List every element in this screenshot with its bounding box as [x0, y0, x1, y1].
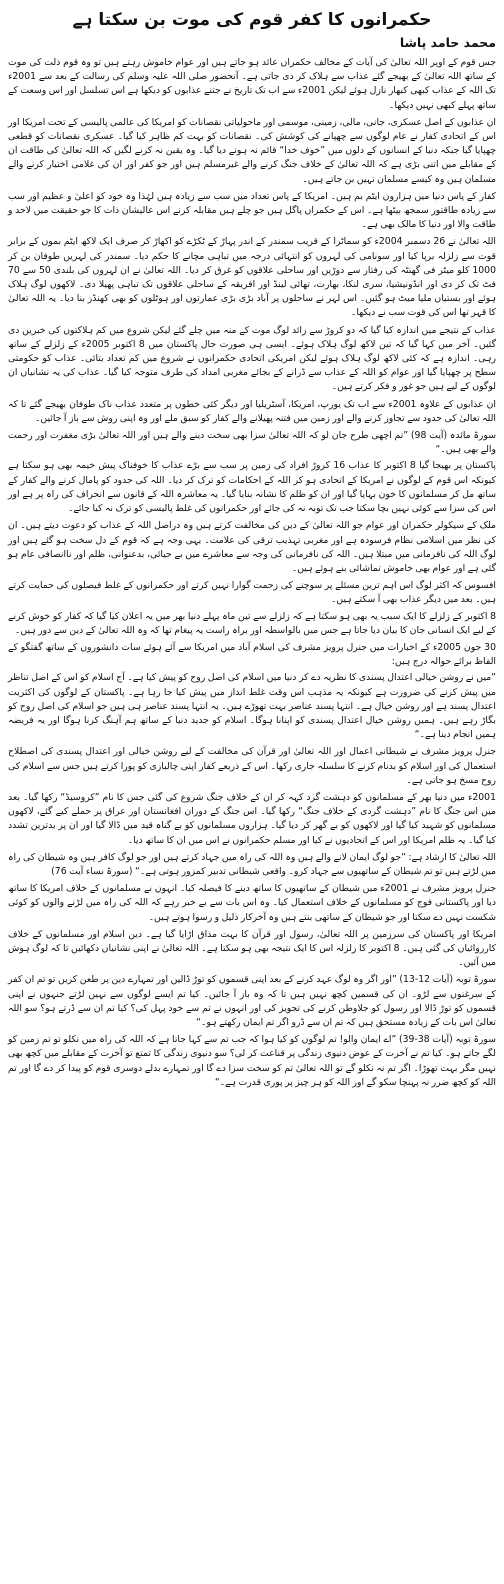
quran-quote: اللہ تعالیٰ کا ارشاد ہے: ”جو لوگ ایمان لانے والے ہیں وہ اللہ کی راہ میں جہاد کرتے ہیں اور جو لوگ کافر ہیں وہ شیطان کی راہ میں لڑتے ہیں تو تم شیطان کے ساتھیوں سے جہاد کرو۔ واقعی شیطانی تدبیر کمزور ہوتی ہے۔“ (سورۃ نساء آیت 76) — [8, 851, 496, 877]
article-body — [8, 56, 496, 1090]
article-paragraph: جنرل پرویز مشرف نے 2001ء میں شیطان کے ساتھیوں کا ساتھ دینے کا فیصلہ کیا۔ انہوں نے مسلمانوں کے خلاف امریکا کا ساتھ دیا اور پاکستانی فوج کو مسلمانوں کے خلاف استعمال کیا۔ وہ اس بات سے بے خبر رہے کہ اللہ کی راہ میں لڑنے والوں کو کوئی شکست نہیں دے سکتا اور جو شیطان کے ساتھی بنتے ہیں وہ آخرکار ذلیل و رسوا ہوتے ہیں۔ — [8, 883, 496, 923]
statement-quote: ”میں نے روشن خیالی اعتدال پسندی کا نظریہ دے کر دنیا میں اسلام کی اصل روح کو پیش کیا ہے۔ آج اسلام کو اس کے اصل تناظر میں پیش کرنے کی ضرورت ہے کیونکہ یہ مذہب اس وقت غلط انداز میں پیش کیا جا رہا ہے۔ پاکستان کے لوگوں کی اکثریت اعتدال پسند ہے اور روشن خیال ہے۔ انتہا پسند عناصر بہت تھوڑے ہیں۔ یہ انتہا پسند عناصر ہی ہیں جو اسلام کی اصل روح کو بگاڑ رہے ہیں۔ ہمیں روشن خیال اعتدال پسندی کو اپنانا ہوگا۔ اسلام کو جدید دنیا کے ساتھ ہم آہنگ کرنا ہوگا اور یہ فریضہ ہمیں انجام دینا ہے۔“ — [8, 672, 496, 741]
article-paragraph: 30 جون 2005ء کے اخبارات میں جنرل پرویز مشرف کی اسلام آباد میں امریکا سے آئے ہوئے سات دانشوروں کے ساتھ گفتگو کے الفاظ برائے حوالہ درج ہیں: — [8, 641, 496, 668]
article-paragraph: افسوس کہ اکثر لوگ اس اہم ترین مسئلے پر سوچنے کی زحمت گوارا نہیں کرتے اور حکمرانوں کے غلط فیصلوں کی حمایت کرتے ہیں۔ بعد میں دیگر عذاب بھی آ سکتے ہیں۔ — [8, 580, 496, 606]
article-paragraph: امریکا اور پاکستان کی سرزمین پر اللہ تعالیٰ، رسول اور قرآن کا بہت مذاق اڑایا گیا ہے۔ دین اسلام اور مسلمانوں کے خلاف کارروائیاں کی گئی ہیں۔ 8 اکتوبر کا زلزلہ اس کا ایک نتیجہ بھی ہو سکتا ہے۔ اللہ تعالیٰ نے اپنی نشانیاں دکھائیں تا کہ لوگ ہوش میں آئیں۔ — [8, 928, 496, 969]
article-paragraph: ملک کے سیکولر حکمران اور عوام جو اللہ تعالیٰ کے دین کی مخالفت کرتے ہیں وہ دراصل اللہ کے عذاب کو دعوت دیتے ہیں۔ ان کی نظر میں اسلامی نظام فرسودہ ہے اور مغربی تہذیب ترقی کی علامت۔ یہی وجہ ہے کہ قوم کے دل سخت ہو گئے ہیں اور لوگ اللہ کی نافرمانی میں مبتلا ہیں۔ اللہ کی نافرمانی کی وجہ سے معاشرے میں بے حیائی، بدعنوانی، ظلم اور ناانصافی عام ہو گئی ہے اور عوام بھی خاموش تماشائی بنے ہوئے ہیں۔ — [8, 520, 496, 574]
article-paragraph: ان عذابوں کے اصل عسکری، جانی، مالی، زمینی، موسمی اور ماحولیاتی نقصانات کو امریکا کی عالمی پالیسی کے تحت امریکا اور اس کے اتحادی کفار نے عام لوگوں سے چھپانے کی کوشش کی۔ نقصانات کو بہت کم ظاہر کیا گیا۔ عسکری نقصانات کو قطعی چھپایا گیا جبکہ دنیا کے انسانوں کے دلوں میں ”خوف خدا“ قائم نہ ہونے دیا گیا۔ وہ یقین نہ کرنے لگیں کہ اللہ تعالیٰ کی طاقت ان کے مقابلے میں اتنی بڑی ہے کہ اللہ تعالیٰ کے خلاف جنگ کرنے والے غیرمسلم ہیں اور جو کفر اور ان کی غلامی اختیار کرنے والے مسلمان ہیں وہ کیسے مسلمان نہیں بن جاتے ہیں۔ — [8, 116, 496, 185]
article-headline: حکمرانوں کا کفر قوم کی موت بن سکتا ہے — [72, 10, 432, 30]
article-byline: محمد حامد پاشا — [399, 35, 496, 50]
article-paragraph: جس قوم کے اوپر اللہ تعالیٰ کی آیات کے مخالف حکمراں عائد ہو جاتے ہیں اور عوام خاموش رہتے ہیں تو وہ قوم ذلت کی موت کے ساتھ اللہ تعالیٰ کے بھیجے گئے عذاب سے ہلاک کر دی جاتی ہے۔ آنحضور صلی اللہ علیہ وسلم کی رسالت کے بعد سے 2001ء تک اللہ کے عذاب کبھی کبھار نازل ہوئے لیکن 2001ء سے اب تک تاریخ نے جتنے عذابوں کو دیکھا ہے اس تسلسل اور اس وسعت کے ساتھ پہلے کبھی نہیں دیکھا۔ — [8, 57, 496, 111]
quran-quote: سورۃ توبہ (آیات 12-13) ”اور اگر وہ لوگ عہد کرنے کے بعد اپنی قسموں کو توڑ ڈالیں اور تمہارے دین پر طعن کریں تو تم ان کفر کے سرغنوں سے لڑو۔ ان کی قسمیں کچھ نہیں ہیں تا کہ وہ باز آ جائیں۔ کیا تم ایسے لوگوں سے نہیں لڑتے جنہوں نے اپنی قسموں کو توڑ ڈالا اور رسول کو جلاوطن کرنے کی تجویز کی اور انہوں نے تم سے خود پہل کی؟ کیا تم ان سے ڈرتے ہو؟ سو اللہ تعالیٰ اس بات کے زیادہ مستحق ہیں کہ تم ان سے ڈرو اگر تم ایمان رکھتے ہو۔“ — [8, 974, 496, 1028]
article-paragraph: اللہ تعالیٰ نے 26 دسمبر 2004ء کو سماٹرا کے قریب سمندر کے اندر پہاڑ کے ٹکڑے کو اکھاڑ کر صرف ایک لاکھ ایٹم بموں کے برابر قوت سے زلزلہ برپا کیا اور سونامی کی لہروں کو انتہائی درجہ میں تباہی مچانے کا حکم دیا۔ سمندر کی لہریں طوفان بن کر 1000 کلو میٹر فی گھنٹہ کی رفتار سے دوڑیں اور ساحلی علاقوں کو غرق کر دیا۔ اللہ تعالیٰ نے ان لہروں کی بلندی 50 سے 70 فٹ تک کر دی اور انڈونیشیا، سری لنکا، بھارت، تھائی لینڈ اور افریقہ کے ساحلی علاقوں تک تباہی پھیلا دی۔ لاکھوں لوگ ہلاک ہوئے اور بستیاں ملیا میٹ ہو گئیں۔ اس لہر نے ساحلوں پر آباد بڑی بڑی عمارتوں اور ہوٹلوں کو بھی کھنڈر بنا دیا۔ یہ اللہ تعالیٰ کا قہر تھا اس کی قوت سب نے دیکھا۔ — [8, 236, 497, 319]
article-paragraph: پاکستان پر بھیجا گیا 8 اکتوبر کا عذاب 16 کروڑ افراد کی زمین پر سب سے بڑے عذاب کا خوفناک پیش خیمہ بھی ہو سکتا ہے کیونکہ اس قوم کے لوگوں نے امریکا کے اتحادی ہو کر اللہ کے احکامات کو ترک کر دیا۔ اللہ کی حدود کو پامال کرنے والے کفار کے ساتھ مل کر مسلمانوں کا خون بہایا گیا اور ان کو ظلم کا نشانہ بنایا گیا۔ یہ معاشرہ اللہ کے قانون سے انحراف کی راہ پر ہے اور اس کی سزا سے کوئی نہیں بچا سکتا جب تک توبہ نہ کی جائے اور حکمرانوں کی غلط پالیسی کو ترک نہ کیا جائے۔ — [8, 460, 496, 515]
article-paragraph: 8 اکتوبر کے زلزلے کا ایک سبب یہ بھی ہو سکتا ہے کہ زلزلے سے تین ماہ پہلے دنیا بھر میں یہ اعلان کیا گیا کہ کفار کو خوش کرنے کے لیے ایک انسانی جان کا بیان دیا جاتا ہے جس میں بالواسطہ اور براہ راست یہ پیغام تھا کہ وہ اللہ تعالیٰ کے دین سے دور ہیں۔ — [8, 610, 496, 636]
article-paragraph: عذاب کے نتیجے میں اندازہ کیا گیا کہ دو کروڑ سے زائد لوگ موت کے منہ میں چلے گئے لیکن شروع میں کم ہلاکتوں کی خبریں دی گئیں۔ آخر میں کہا گیا کہ تین لاکھ لوگ ہلاک ہوئے۔ ایسی ہی صورت حال پاکستان میں 8 اکتوبر 2005ء کے زلزلے کے ساتھ رہی۔ اندازہ ہے کہ کئی لاکھ لوگ ہلاک ہوئے لیکن امریکی اتحادی حکمرانوں نے شروع میں کم تعداد بتائی۔ عذاب کو حکومتی سطح پر چھپایا گیا اور عوام کو اللہ کے عذاب سے ڈرانے کے بجائے مغربی امداد کی طرف متوجہ کیا گیا۔ عذاب کی یہ نشانیاں ان لوگوں کے لیے ہیں جو غور و فکر کرتے ہیں۔ — [8, 324, 496, 393]
quran-quote: سورۃ توبہ (آیات 38-39) ”اے ایمان والو! تم لوگوں کو کیا ہوا کہ جب تم سے کہا جاتا ہے کہ اللہ کی راہ میں نکلو تو تم زمین کو لگے جاتے ہو۔ کیا تم نے آخرت کے عوض دنیوی زندگی پر قناعت کر لی؟ سو دنیوی زندگی کا تمتع تو آخرت کے مقابلے میں کچھ بھی نہیں مگر بہت تھوڑا۔ اگر تم نہ نکلو گے تو اللہ تعالیٰ تم کو سخت سزا دے گا اور تمہارے بدلے دوسری قوم کو پیدا کر دے گا اور تم اللہ کو کچھ ضرر نہ پہنچا سکو گے اور اللہ کو ہر چیز پر پوری قدرت ہے۔“ — [8, 1034, 497, 1088]
article-paragraph: کفار کے پاس دنیا میں ہزاروں ایٹم بم ہیں۔ امریکا کے پاس تعداد میں سب سے زیادہ ہیں لہٰذا وہ خود کو اعلیٰ و عظیم اور سب سے زیادہ طاقتور سمجھ بیٹھا ہے۔ اس کے حکمراں پاگل ہیں جو چلے ہیں مقابلہ کرنے اس عالیشان ذات کا جو حقیقت میں لاحد و طاقت والا اور دنیا کا مالک بھی ہے۔ — [8, 190, 496, 231]
article-paragraph: ان عذابوں کے علاوہ 2001ء سے اب تک یورپ، امریکا، آسٹریلیا اور دیگر کئی خطوں پر متعدد عذاب ناک طوفان بھیجے گئے تا کہ اللہ تعالیٰ کی حدود سے تجاوز کرنے والے اور زمین میں فتنہ پھیلانے والے کفار کو سبق ملے اور وہ اپنی روش سے باز آ جائیں۔ — [8, 398, 496, 424]
article-paragraph: 2001ء میں دنیا بھر کے مسلمانوں کو دہشت گرد کہہ کر ان کے خلاف جنگ شروع کی گئی جس کا نام ”کروسیڈ“ رکھا گیا۔ بعد میں اس جنگ کا نام ”دہشت گردی کے خلاف جنگ“ رکھا گیا۔ اس جنگ کے دوران افغانستان اور عراق پر حملے کیے گئے، لاکھوں مسلمانوں کو شہید کیا گیا اور لاکھوں کو بے گھر کر دیا گیا۔ ہزاروں مسلمانوں کو بے گناہ قید میں ڈالا گیا اور ان پر بدترین تشدد کیا گیا۔ یہ ظلم امریکا اور اس کے اتحادیوں نے کیا اور مسلم حکمرانوں نے اس میں ان کا ساتھ دیا۔ — [8, 791, 496, 846]
quran-quote: سورۃ مائدہ (آیت 98) ”تم اچھی طرح جان لو کہ اللہ تعالیٰ سزا بھی سخت دینے والے ہیں اور اللہ تعالیٰ بڑی مغفرت اور رحمت والے بھی ہیں۔“ — [8, 430, 496, 456]
article-paragraph: جنرل پرویز مشرف نے شیطانی اعمال اور اللہ تعالیٰ اور قرآن کی مخالفت کے لیے روشن خیالی اور اعتدال پسندی کی اصطلاح استعمال کی اور اسلام کو بدنام کرنے کا سلسلہ جاری رکھا۔ اس کے ذریعے کفار اپنی چالبازی کو پورا کرتے ہیں جس سے اسلام کی روح مسخ ہو جاتی ہے۔ — [8, 746, 496, 786]
